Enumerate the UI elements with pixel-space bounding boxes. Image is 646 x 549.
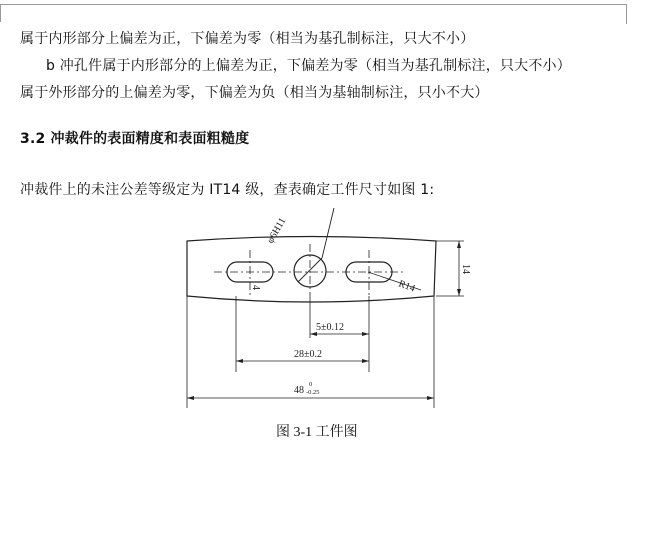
figure-caption: 图 3-1 工件图 — [276, 425, 358, 440]
paragraph-line-1: 属于内形部分上偏差为正，下偏差为零（相当为基孔制标注，只大不小） — [20, 31, 475, 47]
paragraph-line-3: 属于外形部分的上偏差为零，下偏差为负（相当为基轴制标注，只小不大） — [20, 85, 489, 101]
slot-width-label: 4 — [250, 285, 261, 290]
dim-48-upper-tolerance: 0 — [309, 381, 313, 388]
dim-28-label: 28±0.2 — [294, 349, 322, 360]
dim-48-label: 48 — [294, 385, 304, 396]
dim-48-lower-tolerance: -0.25 — [306, 389, 320, 396]
height-dim-label: 14 — [460, 264, 471, 274]
hole-diameter-label: φ6H11 — [265, 216, 289, 246]
radius-label: R14 — [396, 278, 417, 295]
body-paragraph: 冲裁件上的未注公差等级定为 IT14 级，查表确定工件尺寸如图 1: — [20, 182, 435, 198]
part-outline — [187, 237, 436, 303]
paragraph-line-2: b 冲孔件属于内形部分的上偏差为正，下偏差为零（相当为基孔制标注，只大不小） — [46, 58, 571, 74]
dim-5-label: 5±0.12 — [316, 322, 344, 333]
section-heading: 3.2 冲裁件的表面精度和表面粗糙度 — [20, 131, 250, 147]
